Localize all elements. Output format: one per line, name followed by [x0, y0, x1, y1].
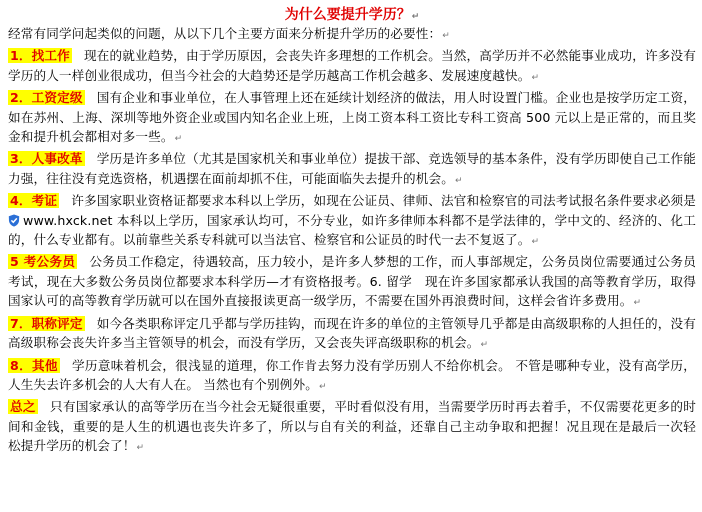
- section-3: [8, 149, 696, 191]
- section-5: [8, 252, 696, 313]
- paragraph-mark-icon: ↵: [480, 340, 489, 351]
- section-text: 许多国家职业资格证都要求本科以上学历，如现在公证员、律师、法官和检察官的司法考试报名条件要求必须是: [71, 193, 696, 209]
- paragraph-mark-icon: ↵: [319, 381, 327, 392]
- section-8: [8, 356, 696, 398]
- section-text: 现在的就业趋势，由于学历原因，会丧失许多理想的工作机会。当然，高学历并不必然能事业成功，许多没有学历的人一样创业很成功，但当今社会的大趋势还是学历越高工作机会越多、发展速度越快。: [8, 48, 697, 83]
- section-heading: 8．其他: [10, 357, 58, 373]
- section-text: 国有企业和事业单位，在人事管理上还在延续计划经济的做法，用人时设置门槛。企业也是按学历定工资，如在苏州、上海、深圳等地外资企业或国内知名企业上班，上岗工资本科工资比专科工资高 500 元以上是正常的，而且奖金和提升机会都相对多一些。: [8, 90, 696, 145]
- intro-paragraph: [8, 24, 696, 46]
- section-summary: [8, 397, 696, 458]
- section-text: 公务员工作稳定，待遇较高，压力较小，是许多人梦想的工作，而人事部规定，公务员岗位需要通过公务员考试，现在大多数公务员岗位都要求本科学历—才有资格报考。6. 留学 现在许多国家都承认我国的高等教育学历，取得国家认可的高等教育学历就可以在国外直接报读更高一级学历，不需要在国外再浪费时间，这样会省许多费用。: [8, 254, 696, 309]
- section-text: 如今各类职称评定几乎都与学历挂钩，而现在许多的单位的主管领导几乎都是由高级职称的人担任的，没有高级职称会丧失许多当主管领导的机会，而没有学历，又会丧失评高级职称的机会。: [8, 315, 696, 351]
- paragraph-mark-icon: ↵: [411, 12, 420, 22]
- section-7: [8, 314, 696, 356]
- section-2: [8, 88, 696, 149]
- paragraph-mark-icon: ↵: [633, 298, 642, 309]
- section-1: [8, 46, 696, 88]
- section-heading: 5 考公务员: [10, 254, 76, 270]
- paragraph-mark-icon: ↵: [531, 237, 540, 248]
- paragraph-mark-icon: ↵: [174, 134, 183, 145]
- paragraph-mark-icon: ↵: [136, 443, 145, 454]
- section-heading: 7．职称评定: [10, 315, 83, 331]
- section-text: 本科以上学历，国家承认均可，不分专业，如许多律师本科都不是学法律的，学中文的、经济的、化工的，什么专业都有。以前靠些关系专科就可以当法官、检察官和公证员的时代一去不复返了。: [8, 212, 696, 248]
- intro-text: 经常有同学问起类似的问题，从以下几个主要方面来分析提升学历的必要性：: [8, 26, 442, 41]
- url-link[interactable]: www.hxck.net: [23, 212, 113, 228]
- paragraph-mark-icon: ↵: [455, 175, 463, 186]
- section-text: 只有国家承认的高等学历在当今社会无疑很重要，平时看似没有用，当需要学历时再去着手，不仅需要花更多的时间和金钱，重要的是人生的机遇也丧失许多了，所以与自有关的利益，还靠自己主动争取和把握！况且现在是最后一次轻松提升学历的机会了！: [8, 399, 697, 454]
- title-text: 为什么要提升学历？: [284, 7, 411, 23]
- section-heading: 2．工资定级: [10, 90, 83, 106]
- section-heading: 4．考证: [10, 193, 58, 209]
- section-text: 学历是许多单位（尤其是国家机关和事业单位）提拔干部、竞选领导的基本条件，没有学历即使自己工作能力强，往往没有竞选资格，机遇摆在面前却抓不住，可能面临失去提升的机会。: [8, 151, 696, 186]
- page-title: [8, 6, 696, 24]
- section-heading: 总之: [10, 399, 36, 415]
- section-heading: 3．人事改革: [10, 151, 83, 167]
- document-body: [8, 6, 696, 459]
- paragraph-mark-icon: ↵: [531, 72, 540, 83]
- section-4: [8, 191, 696, 252]
- section-heading: 1．找工作: [10, 48, 70, 64]
- paragraph-mark-icon: ↵: [442, 31, 450, 41]
- shield-icon: [8, 214, 20, 227]
- section-text: 学历意味着机会，很浅显的道理，你工作肯去努力没有学历别人不给你机会。 不管是哪种专业，没有高学历，人生失去许多机会的人大有人在。 当然也有个别例外。: [8, 357, 696, 392]
